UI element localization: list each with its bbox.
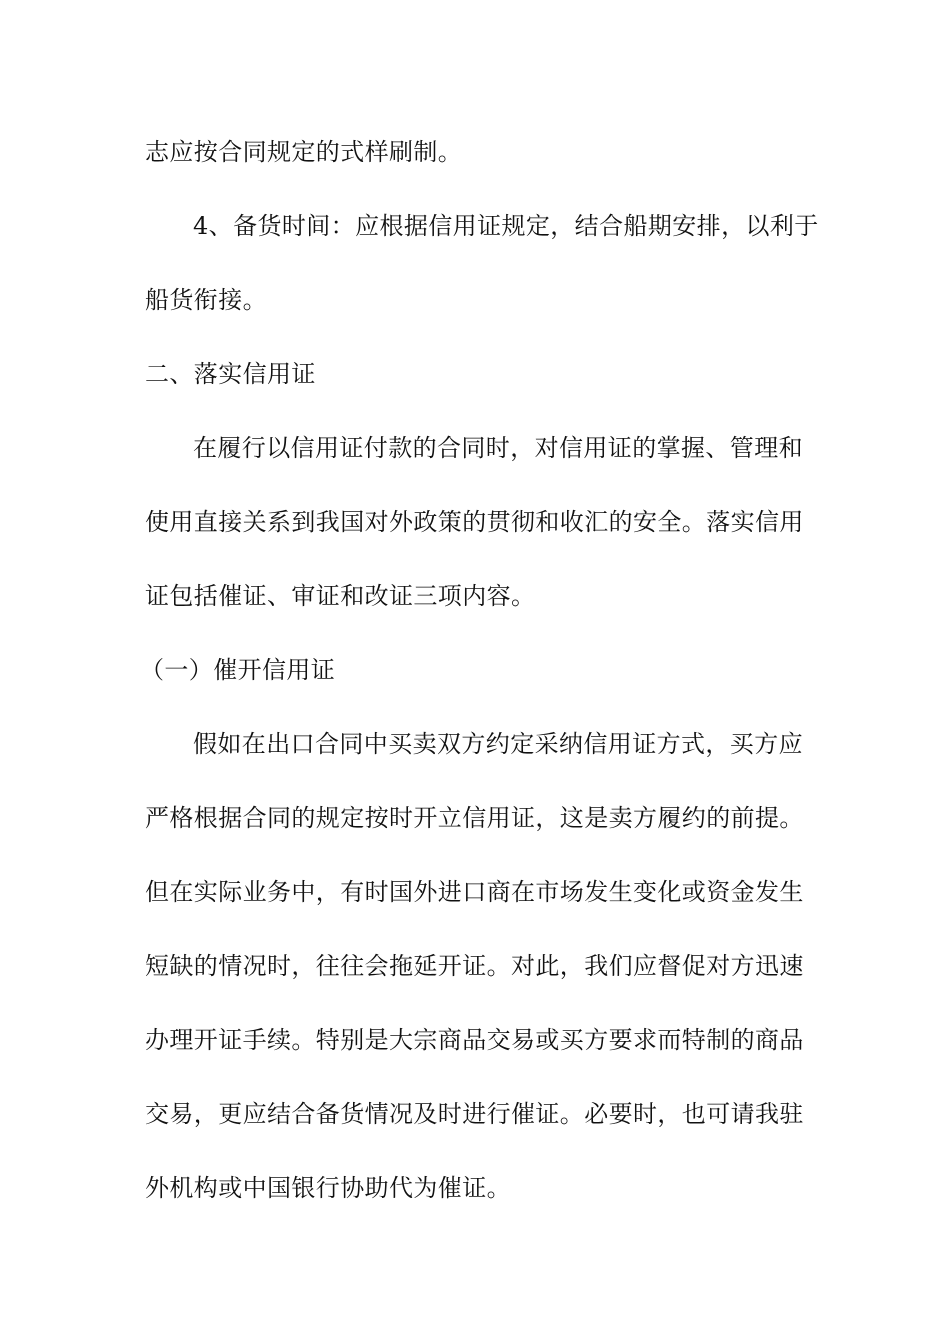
paragraph-line: 使用直接关系到我国对外政策的贯彻和收汇的安全。落实信用 bbox=[145, 508, 804, 536]
paragraph-line: 办理开证手续。特别是大宗商品交易或买方要求而特制的商品 bbox=[145, 1026, 804, 1054]
paragraph-line: 外机构或中国银行协助代为催证。 bbox=[145, 1174, 511, 1202]
subsection-heading: （一）催开信用证 bbox=[140, 656, 336, 684]
paragraph-line: 假如在出口合同中买卖双方约定采纳信用证方式，买方应 bbox=[193, 730, 803, 758]
section-heading: 二、落实信用证 bbox=[145, 360, 316, 388]
paragraph-line: 4、备货时间：应根据信用证规定，结合船期安排，以利于 bbox=[193, 212, 819, 240]
paragraph-line: 志应按合同规定的式样刷制。 bbox=[145, 138, 463, 166]
paragraph-line: 严格根据合同的规定按时开立信用证，这是卖方履约的前提。 bbox=[145, 804, 804, 832]
paragraph-line: 交易，更应结合备货情况及时进行催证。必要时，也可请我驻 bbox=[145, 1100, 804, 1128]
paragraph-line: 船货衔接。 bbox=[145, 286, 267, 314]
paragraph-line: 但在实际业务中，有时国外进口商在市场发生变化或资金发生 bbox=[145, 878, 804, 906]
paragraph-line: 在履行以信用证付款的合同时，对信用证的掌握、管理和 bbox=[193, 434, 803, 462]
paragraph-line: 短缺的情况时，往往会拖延开证。对此，我们应督促对方迅速 bbox=[145, 952, 804, 980]
paragraph-line: 证包括催证、审证和改证三项内容。 bbox=[145, 582, 536, 610]
